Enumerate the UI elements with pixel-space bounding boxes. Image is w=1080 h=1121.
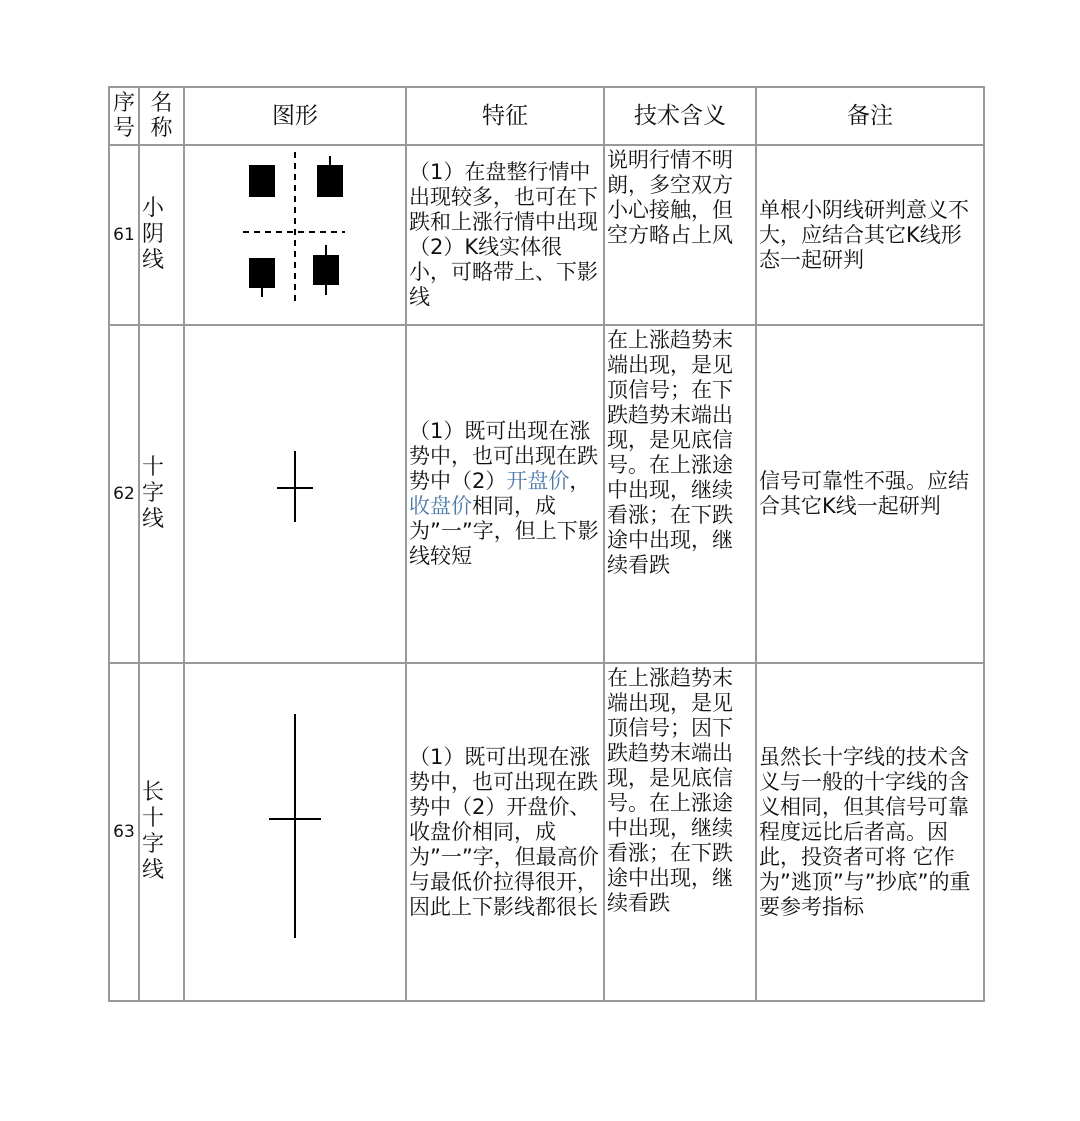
candlestick-pattern-table [108,86,985,1002]
row-number: 62 [109,325,139,663]
row-number: 61 [109,145,139,325]
table-row [109,325,984,663]
note-cell: 信号可靠性不强。应结合其它K线一起研判 [756,325,984,663]
header-meaning: 技术含义 [604,87,756,145]
close-price-link[interactable]: 收盘价 [409,494,472,518]
header-note: 备注 [756,87,984,145]
doji-cross-icon [184,325,406,663]
meaning-cell: 在上涨趋势末端出现，是见顶信号；在下跌趋势末端出现，是见底信号。在上涨途中出现，继续看涨；在下跌途中出现，继续看跌 [604,325,756,663]
meaning-cell: 说明行情不明朗，多空双方小心接触，但空方略占上风 [604,145,756,325]
pattern-name: 小阴线 [139,145,184,325]
feature-cell: （1）在盘整行情中出现较多，也可在下跌和上涨行情中出现（2）K线实体很小，可略带上、下影线 [406,145,604,325]
candlestick-table-container [108,86,985,1002]
long-legged-doji-icon [184,663,406,1001]
header-figure: 图形 [184,87,406,145]
small-bearish-candles-icon [184,145,406,325]
note-cell: 虽然长十字线的技术含义与一般的十字线的含义相同，但其信号可靠程度远比后者高。因此，投资者可将 它作为”逃顶”与”抄底”的重要参考指标 [756,663,984,1001]
row-number: 63 [109,663,139,1001]
open-price-link[interactable]: 开盘价 [506,469,570,493]
header-row [109,87,984,145]
note-cell: 单根小阴线研判意义不大，应结合其它K线形态一起研判 [756,145,984,325]
table-row [109,145,984,325]
feature-cell: （1）既可出现在涨势中，也可出现在跌势中（2）开盘价、收盘价相同，成为”一”字，但最高价与最低价拉得很开，因此上下影线都很长 [406,663,604,1001]
header-feature: 特征 [406,87,604,145]
pattern-name: 十字线 [139,325,184,663]
pattern-name: 长十字线 [139,663,184,1001]
table-row [109,663,984,1001]
meaning-cell: 在上涨趋势末端出现，是见顶信号；因下跌趋势末端出现，是见底信号。在上涨途中出现，继续看涨；在下跌途中出现，继续看跌 [604,663,756,1001]
header-name: 名称 [139,87,184,145]
feature-cell: （1）既可出现在涨势中，也可出现在跌势中（2）开盘价，收盘价相同，成为”一”字，但上下影线较短 [406,325,604,663]
header-num: 序号 [109,87,139,145]
